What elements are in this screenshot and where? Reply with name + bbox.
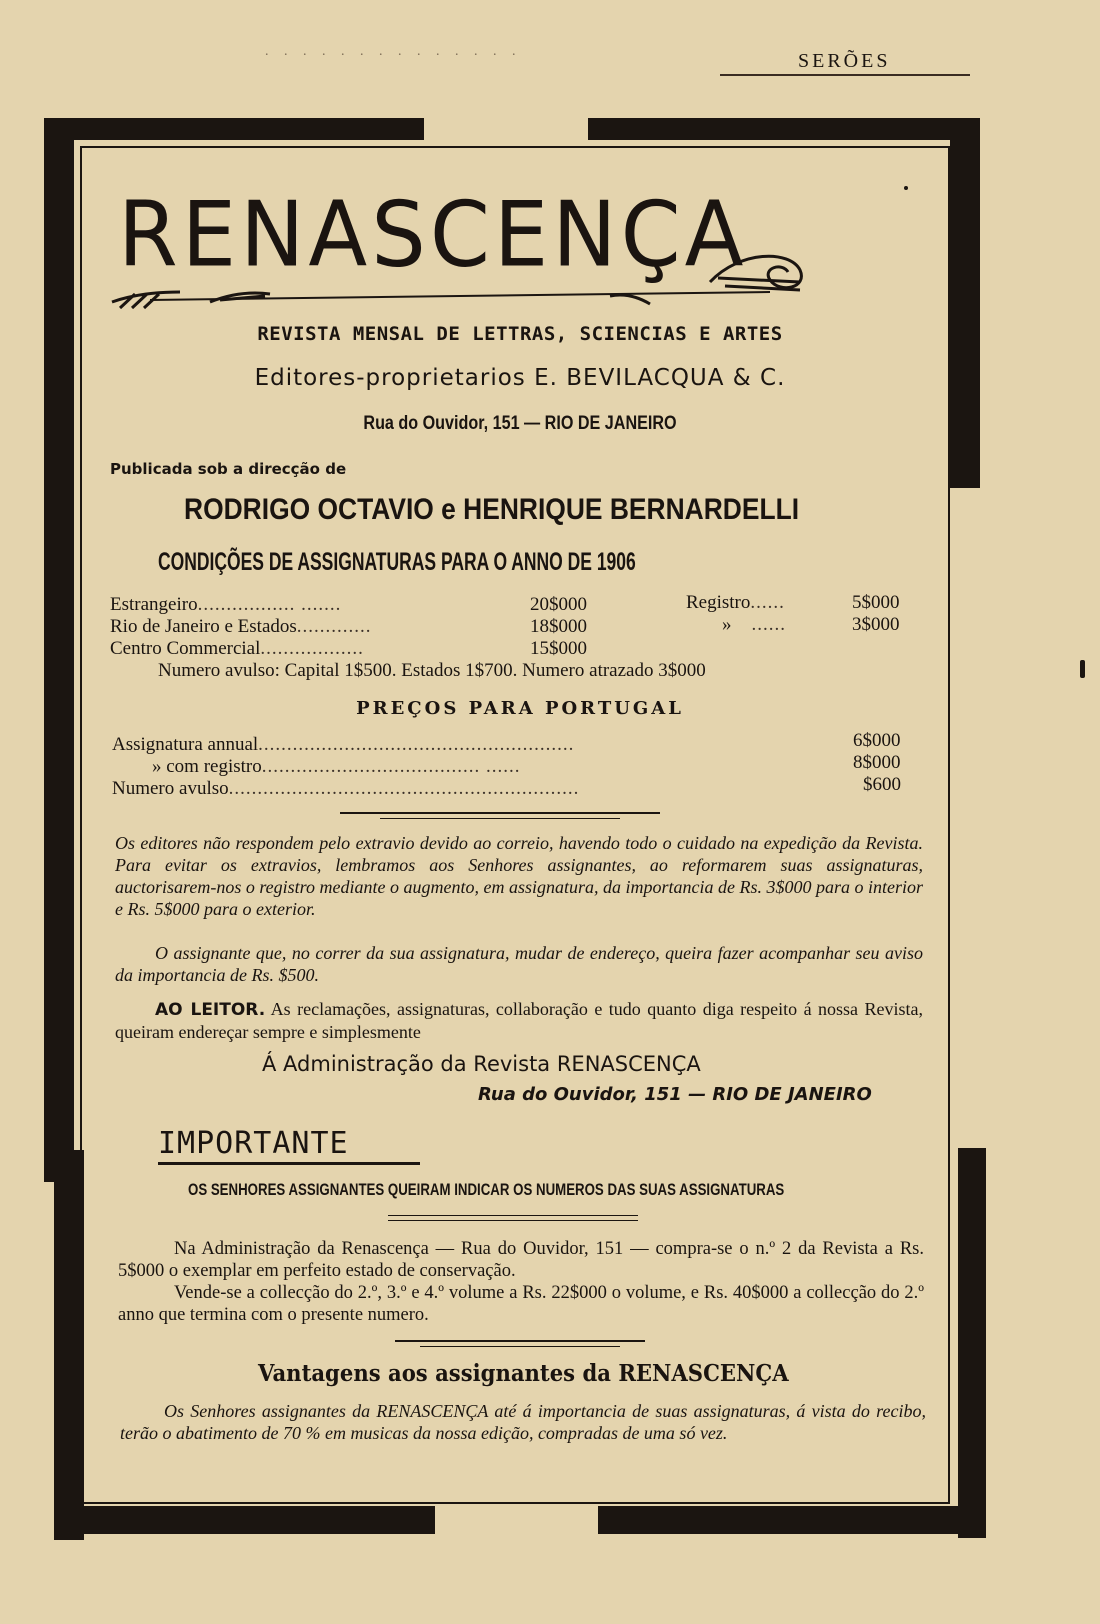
divider bbox=[420, 1346, 620, 1347]
price-label: Estrangeiro bbox=[110, 594, 198, 615]
faint-dots: . . . . . . . . . . . . . . bbox=[265, 44, 522, 59]
divider bbox=[388, 1220, 638, 1221]
price-label: Rio de Janeiro e Estados bbox=[110, 616, 297, 637]
price-value: 20$000 bbox=[530, 594, 587, 615]
publisher-address: Rua do Ouvidor, 151 — RIO DE JANEIRO bbox=[363, 413, 677, 434]
published-by: Publicada sob a direcção de bbox=[110, 460, 347, 478]
price-value: 15$000 bbox=[530, 638, 587, 659]
ink-mark bbox=[904, 186, 908, 190]
subtitle: REVISTA MENSAL DE LETTRAS, SCIENCIAS E ARTES bbox=[257, 323, 783, 345]
registro-label: » bbox=[722, 614, 732, 635]
administration-line: Á Administração da Revista RENASCENÇA bbox=[262, 1052, 701, 1076]
conditions-title: CONDIÇÕES DE ASSIGNATURAS PARA O ANNO DE 1906 bbox=[158, 548, 636, 576]
price-label: » com registro bbox=[152, 756, 262, 777]
price-label: Numero avulso bbox=[112, 778, 229, 799]
divider bbox=[380, 818, 620, 819]
dot-leader: ...... bbox=[750, 592, 785, 613]
dot-leader: ............................................................. bbox=[228, 778, 580, 799]
running-head-rule bbox=[720, 74, 970, 76]
dot-leader: ....................................................... bbox=[258, 734, 575, 755]
price-value: 18$000 bbox=[530, 616, 587, 637]
running-head: SERÕES bbox=[798, 50, 891, 72]
reader-note bbox=[115, 998, 923, 1043]
collection-sale: Vende-se a collecção do 2.º, 3.º e 4.º volume a Rs. 22$000 o volume, e Rs. 40$000 a collecção do 2.º anno que termina com o presente numero. bbox=[118, 1283, 924, 1325]
registro-row bbox=[686, 592, 785, 614]
administration-address: Rua do Ouvidor, 151 — RIO DE JANEIRO bbox=[478, 1084, 872, 1105]
price-row bbox=[110, 594, 341, 616]
important-heading: IMPORTANTE bbox=[158, 1126, 349, 1161]
advantages-title: Vantagens aos assignantes da RENASCENÇA bbox=[258, 1360, 789, 1387]
back-issue-purchase: Na Administração da Renascença — Rua do Ouvidor, 151 — compra-se o n.º 2 da Revista a Rs. 5$000 o exemplar em perfeito estado de conservação. bbox=[118, 1239, 924, 1281]
dot-leader: ...... bbox=[751, 614, 786, 635]
dot-leader: .................. bbox=[260, 638, 364, 659]
registro-value: 3$000 bbox=[852, 614, 900, 635]
editors-note: Os editores não respondem pelo extravio devido ao correio, havendo todo o cuidado na expedição da Revista. Para evitar os extravios, lembramos aos Senhores assignantes, ao reformarem suas assignaturas, auctorisarem-nos o registro mediante o augmento, em assignatura, da importancia de Rs. 3$000 para o interior e Rs. 5$000 para o exterior. bbox=[115, 833, 923, 919]
price-value: $600 bbox=[863, 774, 901, 795]
single-issue-prices: Numero avulso: Capital 1$500. Estados 1$700. Numero atrazado 3$000 bbox=[158, 660, 706, 681]
divider bbox=[340, 812, 660, 814]
registro-label: Registro bbox=[686, 592, 751, 613]
price-label: Centro Commercial bbox=[110, 638, 261, 659]
portugal-title: PREÇOS PARA PORTUGAL bbox=[356, 698, 684, 719]
price-value: 6$000 bbox=[853, 730, 901, 751]
title-flourish bbox=[110, 230, 830, 310]
ink-mark bbox=[1080, 660, 1085, 678]
directors: RODRIGO OCTAVIO e HENRIQUE BERNARDELLI bbox=[184, 493, 800, 526]
price-value: 8$000 bbox=[853, 752, 901, 773]
advantages-text: Os Senhores assignantes da RENASCENÇA até á importancia de suas assignaturas, á vista do recibo, terão o abatimento de 70 % em musicas da nossa edição, compradas de uma só vez. bbox=[120, 1401, 926, 1443]
reader-lead: AO LEITOR. bbox=[155, 1000, 266, 1020]
portugal-row bbox=[112, 778, 579, 800]
dot-leader: ................. ....... bbox=[197, 594, 342, 615]
divider bbox=[395, 1340, 645, 1342]
dot-leader: ............. bbox=[296, 616, 372, 637]
portugal-row bbox=[112, 734, 574, 756]
price-row bbox=[110, 616, 372, 638]
price-row bbox=[110, 638, 364, 660]
magazine-title: RENASCENÇA bbox=[118, 182, 748, 288]
registro-value: 5$000 bbox=[852, 592, 900, 613]
price-label: Assignatura annual bbox=[112, 734, 259, 755]
address-change-note: O assignante que, no correr da sua assignatura, mudar de endereço, queira fazer acompanhar seu aviso da importancia de Rs. $500. bbox=[115, 943, 923, 985]
important-notice: OS SENHORES ASSIGNANTES QUEIRAM INDICAR OS NUMEROS DAS SUAS ASSIGNATURAS bbox=[188, 1180, 785, 1199]
important-underline bbox=[158, 1162, 420, 1165]
editors-line: Editores-proprietarios E. BEVILACQUA & C. bbox=[254, 365, 786, 391]
reader-text: As reclamações, assignaturas, collaboração e tudo quanto diga respeito á nossa Revista, queiram endereçar sempre e simplesmente bbox=[115, 999, 923, 1042]
dot-leader: ...................................... ...... bbox=[261, 756, 521, 777]
divider bbox=[388, 1215, 638, 1216]
portugal-row bbox=[152, 756, 521, 778]
registro-row bbox=[722, 614, 786, 636]
